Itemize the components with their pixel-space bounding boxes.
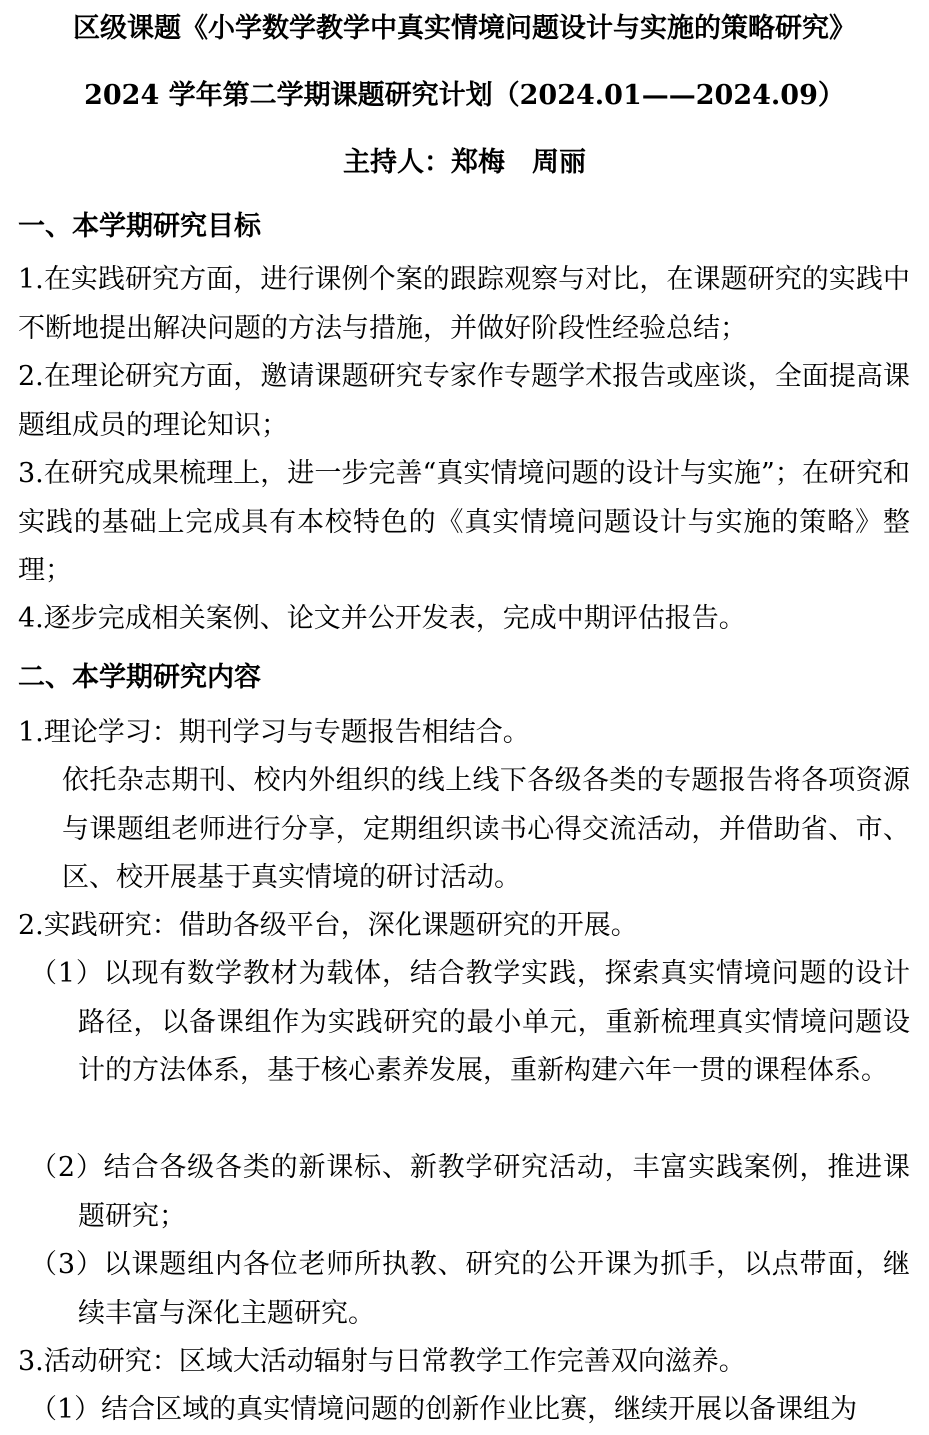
document-title: 区级课题《小学数学教学中真实情境问题设计与实施的策略研究》 bbox=[73, 13, 856, 44]
goal-item-1: 1.在实践研究方面，进行课例个案的跟踪观察与对比，在课题研究的实践中不断地提出解决问题的方法与措施，并做好阶段性经验总结； bbox=[18, 264, 910, 344]
section-heading-content: 二、本学期研究内容 bbox=[18, 662, 261, 693]
content-item-1-body: 依托杂志期刊、校内外组织的线上线下各级各类的专题报告将各项资源与课题组老师进行分享，定期组织读书心得交流活动，并借助省、市、区、校开展基于真实情境的研讨活动。 bbox=[62, 765, 910, 893]
content-item-2-sub-1: （1）以现有数学教材为载体，结合教学实践，探索真实情境问题的设计路径，以备课组作为实践研究的最小单元，重新梳理真实情境问题设计的方法体系，基于核心素养发展，重新构建六年一贯的课程体系。 bbox=[30, 958, 910, 1086]
document-hosts: 主持人：郑梅 周丽 bbox=[343, 147, 586, 178]
goal-item-3: 3.在研究成果梳理上，进一步完善“真实情境问题的设计与实施”；在研究和实践的基础上完成具有本校特色的《真实情境问题设计与实施的策略》整理； bbox=[18, 458, 910, 586]
content-item-3-title: 3.活动研究：区域大活动辐射与日常教学工作完善双向滋养。 bbox=[18, 1346, 746, 1377]
content-item-2-title: 2.实践研究：借助各级平台，深化课题研究的开展。 bbox=[18, 910, 638, 941]
content-item-2-sub-2: （2）结合各级各类的新课标、新教学研究活动，丰富实践案例，推进课题研究； bbox=[30, 1152, 910, 1232]
content-item-1-title: 1.理论学习：期刊学习与专题报告相结合。 bbox=[18, 717, 530, 748]
section-heading-goals: 一、本学期研究目标 bbox=[18, 211, 261, 242]
goal-item-2: 2.在理论研究方面，邀请课题研究专家作专题学术报告或座谈，全面提高课题组成员的理论知识； bbox=[18, 361, 910, 441]
content-item-3-sub-1: （1）结合区域的真实情境问题的创新作业比赛，继续开展以备课组为 bbox=[30, 1394, 858, 1425]
content-item-2-sub-3: （3）以课题组内各位老师所执教、研究的公开课为抓手，以点带面，继续丰富与深化主题研究。 bbox=[30, 1249, 910, 1329]
goal-item-4: 4.逐步完成相关案例、论文并公开发表，完成中期评估报告。 bbox=[18, 603, 746, 634]
document-subtitle: 2024 学年第二学期课题研究计划（2024.01——2024.09） bbox=[84, 80, 845, 111]
